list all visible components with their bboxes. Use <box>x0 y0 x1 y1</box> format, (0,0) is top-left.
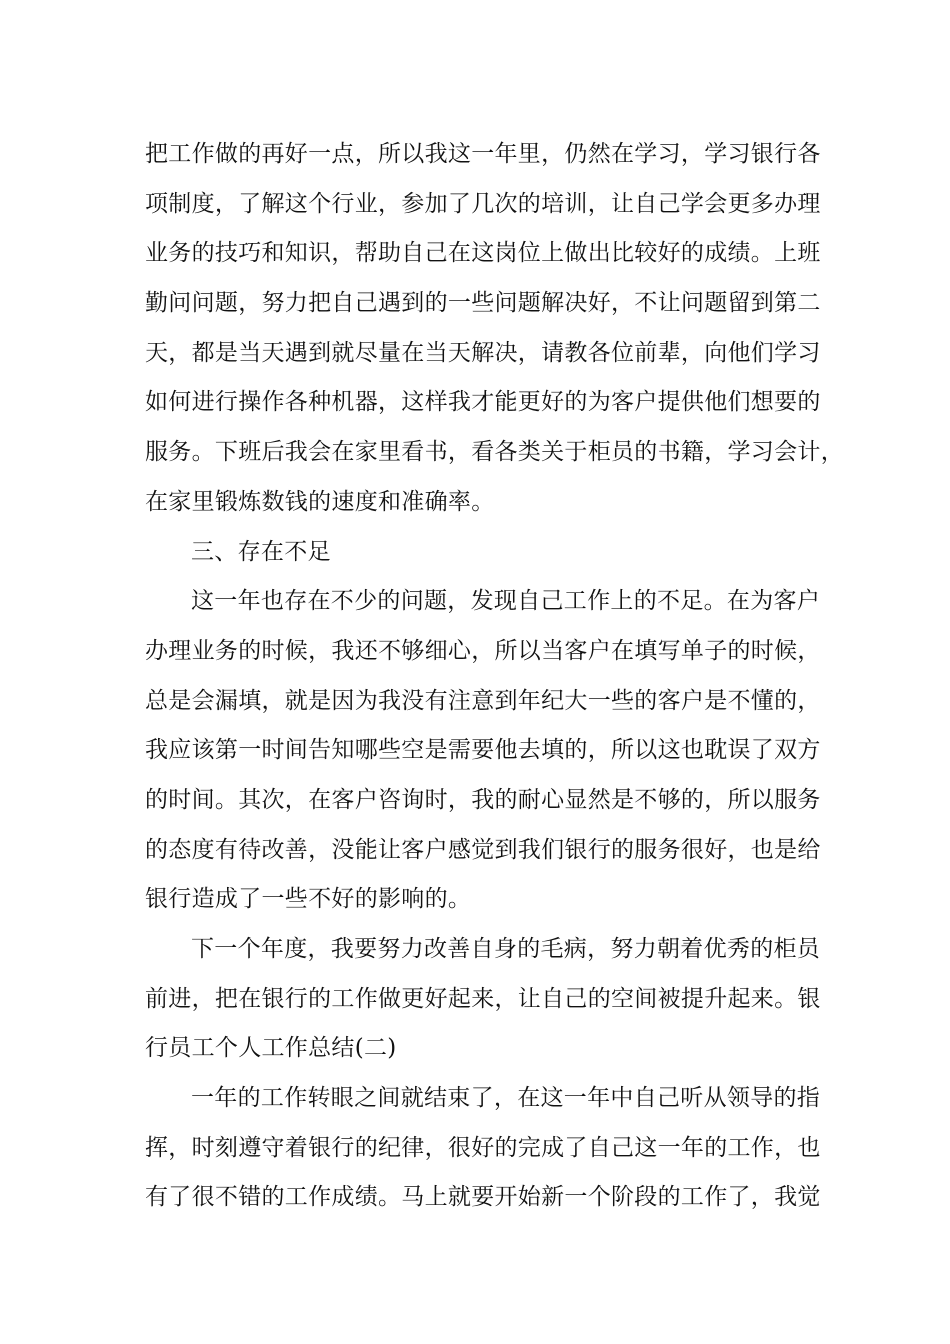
text-line: 总是会漏填，就是因为我没有注意到年纪大一些的客户是不懂的， <box>145 687 821 714</box>
text-line: 下一个年度，我要努力改善自身的毛病，努力朝着优秀的柜员 <box>191 936 821 962</box>
text-line: 项制度，了解这个行业，参加了几次的培训，让自己学会更多办理 <box>145 190 821 217</box>
text-line: 的态度有待改善，没能让客户感觉到我们银行的服务很好，也是给 <box>145 836 821 863</box>
section-heading: 三、存在不足 <box>191 538 331 565</box>
text-line: 这一年也存在不少的问题，发现自己工作上的不足。在为客户 <box>191 588 821 615</box>
text-line: 有了很不错的工作成绩。马上就要开始新一个阶段的工作了，我觉 <box>145 1184 821 1211</box>
text-line: 前进，把在银行的工作做更好起来，让自己的空间被提升起来。银 <box>145 985 821 1012</box>
text-line: 一年的工作转眼之间就结束了，在这一年中自己听从领导的指 <box>191 1085 821 1112</box>
text-line: 在家里锻炼数钱的速度和准确率。 <box>145 488 495 515</box>
text-line: 把工作做的再好一点，所以我这一年里，仍然在学习，学习银行各 <box>145 141 821 167</box>
text-line: 天，都是当天遇到就尽量在当天解决，请教各位前辈，向他们学习 <box>145 339 821 366</box>
text-line: 的时间。其次，在客户咨询时，我的耐心显然是不够的，所以服务 <box>145 786 821 813</box>
text-line: 银行造成了一些不好的影响的。 <box>145 886 472 913</box>
text-line: 办理业务的时候，我还不够细心，所以当客户在填写单子的时候， <box>145 637 821 664</box>
text-line: 服务。下班后我会在家里看书，看各类关于柜员的书籍，学习会计， <box>145 439 844 466</box>
document-body <box>145 130 844 1223</box>
text-line: 挥，时刻遵守着银行的纪律，很好的完成了自己这一年的工作，也 <box>145 1134 821 1161</box>
text-line: 如何进行操作各种机器，这样我才能更好的为客户提供他们想要的 <box>145 389 821 416</box>
text-line: 勤问问题，努力把自己遇到的一些问题解决好，不让问题留到第二 <box>145 290 821 317</box>
text-line: 我应该第一时间告知哪些空是需要他去填的，所以这也耽误了双方 <box>145 737 821 764</box>
text-line: 业务的技巧和知识，帮助自己在这岗位上做出比较好的成绩。上班 <box>145 240 821 267</box>
text-line: 行员工个人工作总结(二) <box>145 1035 397 1062</box>
